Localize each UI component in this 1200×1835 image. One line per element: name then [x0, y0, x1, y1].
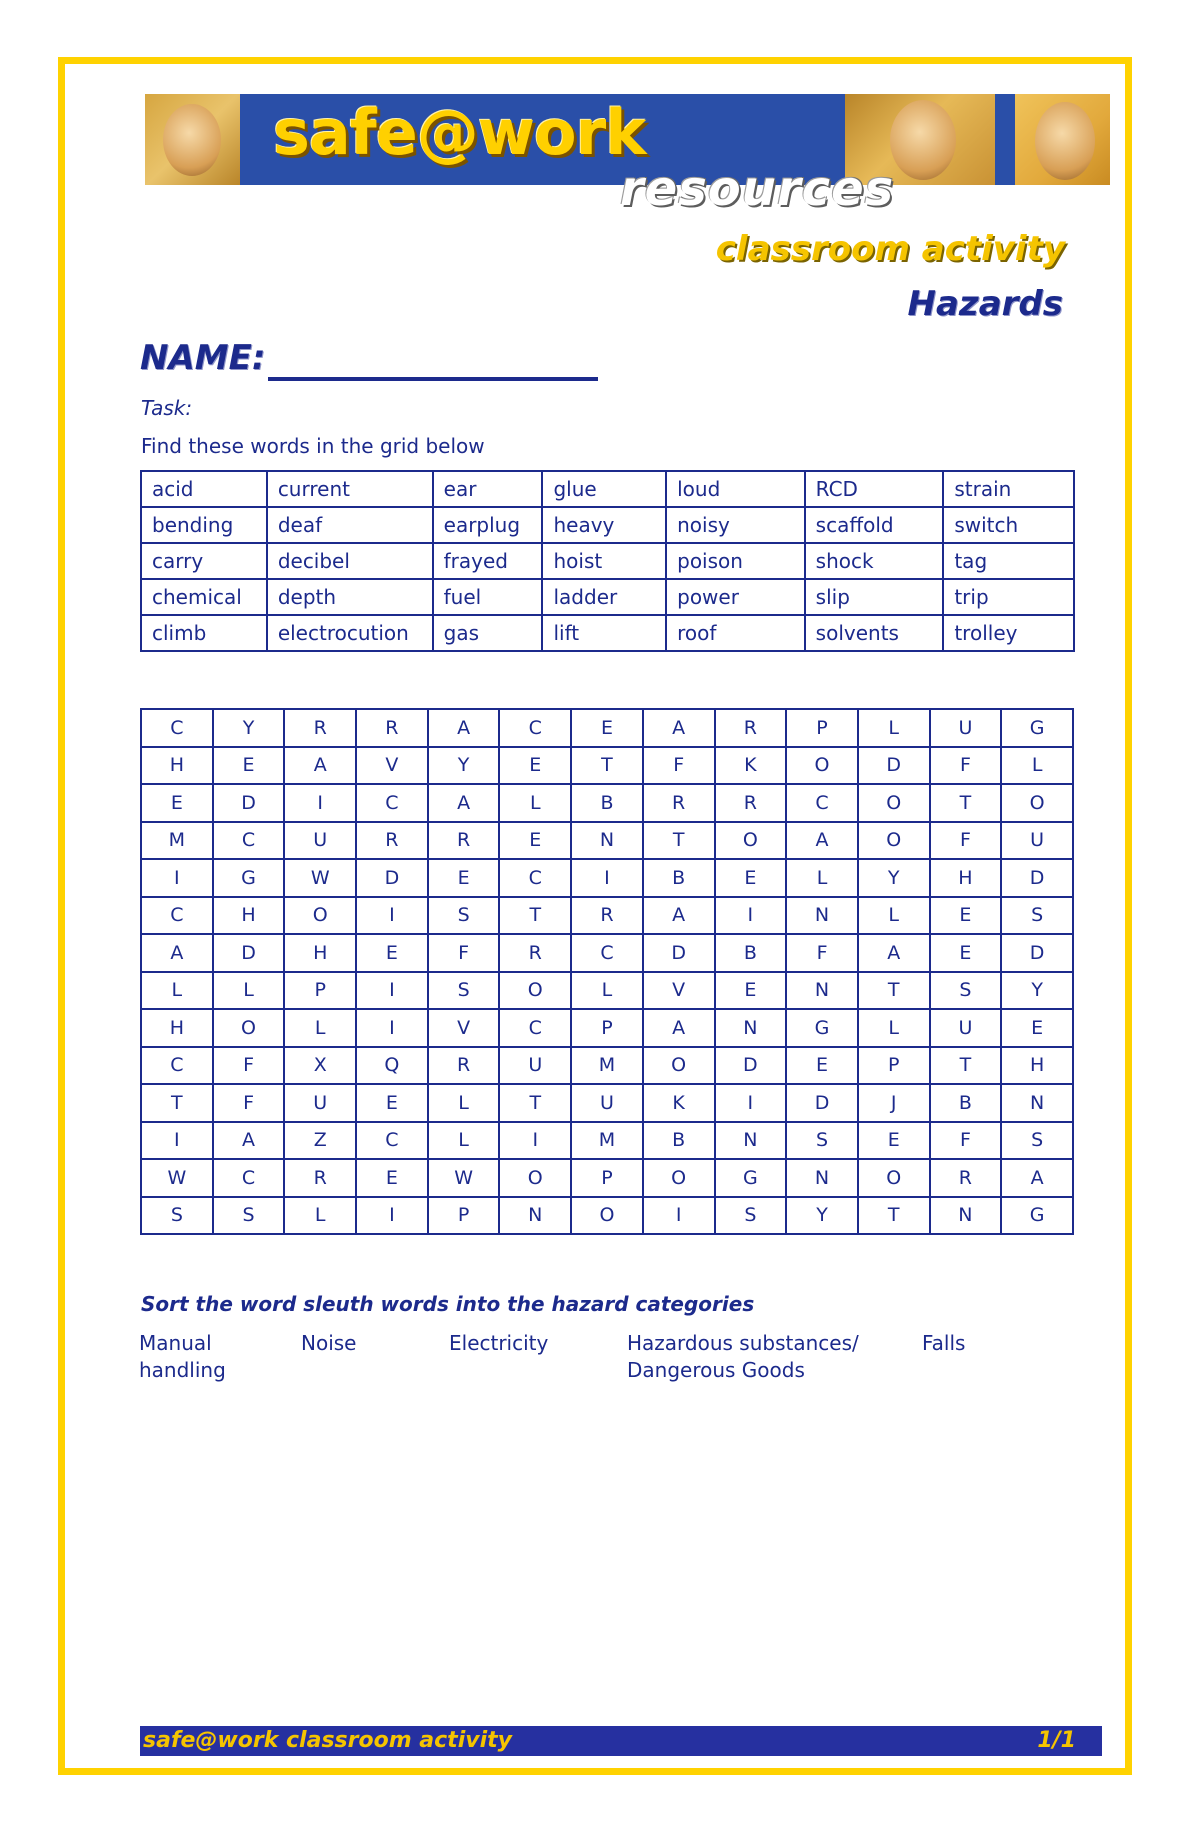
word-list-item: frayed: [433, 543, 543, 579]
grid-cell[interactable]: H: [213, 897, 285, 935]
grid-cell[interactable]: W: [141, 1159, 213, 1197]
grid-cell[interactable]: C: [786, 784, 858, 822]
word-list-row: [141, 615, 1074, 651]
grid-cell[interactable]: N: [571, 822, 643, 860]
grid-cell[interactable]: H: [284, 934, 356, 972]
grid-cell[interactable]: R: [643, 784, 715, 822]
word-list-item: decibel: [267, 543, 433, 579]
grid-cell[interactable]: C: [356, 1122, 428, 1160]
grid-cell[interactable]: M: [571, 1047, 643, 1085]
grid-cell[interactable]: D: [213, 784, 285, 822]
grid-cell[interactable]: L: [858, 1009, 930, 1047]
grid-cell[interactable]: T: [571, 747, 643, 785]
grid-cell[interactable]: C: [571, 934, 643, 972]
grid-cell[interactable]: S: [141, 1197, 213, 1235]
word-list-item: bending: [141, 507, 267, 543]
grid-row: [141, 934, 1073, 972]
grid-cell[interactable]: D: [643, 934, 715, 972]
name-label: NAME:: [140, 338, 266, 378]
word-list-item: slip: [805, 579, 944, 615]
grid-cell[interactable]: N: [715, 1122, 787, 1160]
word-list-item: roof: [666, 615, 805, 651]
grid-cell[interactable]: R: [715, 709, 787, 747]
grid-cell[interactable]: S: [428, 897, 500, 935]
grid-cell[interactable]: I: [356, 1009, 428, 1047]
grid-cell[interactable]: Q: [356, 1047, 428, 1085]
grid-cell[interactable]: R: [284, 1159, 356, 1197]
grid-cell[interactable]: U: [499, 1047, 571, 1085]
grid-cell[interactable]: A: [858, 934, 930, 972]
grid-cell[interactable]: Y: [428, 747, 500, 785]
grid-cell[interactable]: T: [930, 1047, 1002, 1085]
grid-cell[interactable]: L: [571, 972, 643, 1010]
grid-cell[interactable]: E: [356, 1084, 428, 1122]
grid-cell[interactable]: L: [428, 1084, 500, 1122]
grid-cell[interactable]: F: [786, 934, 858, 972]
grid-cell[interactable]: J: [858, 1084, 930, 1122]
grid-cell[interactable]: E: [213, 747, 285, 785]
brand-subtitle: resources: [620, 161, 895, 217]
grid-cell[interactable]: V: [428, 1009, 500, 1047]
grid-cell[interactable]: U: [284, 822, 356, 860]
word-list-row: [141, 471, 1074, 507]
grid-cell[interactable]: N: [1001, 1084, 1073, 1122]
grid-row: [141, 784, 1073, 822]
grid-cell[interactable]: L: [1001, 747, 1073, 785]
word-list-item: tag: [943, 543, 1074, 579]
grid-cell[interactable]: H: [141, 747, 213, 785]
grid-cell[interactable]: E: [356, 1159, 428, 1197]
grid-cell[interactable]: T: [141, 1084, 213, 1122]
grid-row: [141, 822, 1073, 860]
student-photo-1: [163, 104, 221, 176]
grid-cell[interactable]: C: [356, 784, 428, 822]
grid-cell[interactable]: C: [499, 1009, 571, 1047]
grid-cell[interactable]: I: [499, 1122, 571, 1160]
grid-row: [141, 1009, 1073, 1047]
word-list-item: earplug: [433, 507, 543, 543]
word-list-item: electrocution: [267, 615, 433, 651]
grid-cell[interactable]: R: [571, 897, 643, 935]
grid-cell[interactable]: D: [1001, 934, 1073, 972]
grid-cell[interactable]: C: [141, 709, 213, 747]
grid-cell[interactable]: I: [141, 859, 213, 897]
grid-cell[interactable]: S: [715, 1197, 787, 1235]
grid-cell[interactable]: T: [930, 784, 1002, 822]
grid-cell[interactable]: E: [428, 859, 500, 897]
grid-cell[interactable]: E: [499, 822, 571, 860]
grid-cell[interactable]: L: [428, 1122, 500, 1160]
task-instruction: Find these words in the grid below: [141, 434, 485, 458]
grid-cell[interactable]: F: [930, 747, 1002, 785]
grid-cell[interactable]: F: [643, 747, 715, 785]
grid-cell[interactable]: C: [213, 1159, 285, 1197]
grid-cell[interactable]: I: [284, 784, 356, 822]
grid-cell[interactable]: N: [499, 1197, 571, 1235]
grid-cell[interactable]: D: [715, 1047, 787, 1085]
grid-cell[interactable]: P: [571, 1009, 643, 1047]
grid-cell[interactable]: E: [571, 709, 643, 747]
grid-cell[interactable]: O: [1001, 784, 1073, 822]
grid-cell[interactable]: Y: [786, 1197, 858, 1235]
word-list-row: [141, 507, 1074, 543]
grid-cell[interactable]: T: [499, 1084, 571, 1122]
name-field[interactable]: [268, 377, 598, 381]
grid-cell[interactable]: L: [213, 972, 285, 1010]
grid-cell[interactable]: I: [141, 1122, 213, 1160]
grid-cell[interactable]: Y: [1001, 972, 1073, 1010]
grid-cell[interactable]: P: [858, 1047, 930, 1085]
grid-cell[interactable]: A: [786, 822, 858, 860]
grid-cell[interactable]: R: [715, 784, 787, 822]
grid-cell[interactable]: K: [715, 747, 787, 785]
grid-cell[interactable]: U: [930, 1009, 1002, 1047]
category-electricity: Electricity: [449, 1331, 549, 1355]
grid-cell[interactable]: I: [715, 1084, 787, 1122]
grid-cell[interactable]: R: [499, 934, 571, 972]
grid-cell[interactable]: V: [356, 747, 428, 785]
grid-cell[interactable]: U: [284, 1084, 356, 1122]
grid-cell[interactable]: C: [141, 897, 213, 935]
word-list-item: poison: [666, 543, 805, 579]
word-list-item: hoist: [542, 543, 666, 579]
word-list-item: solvents: [805, 615, 944, 651]
sort-instruction: Sort the word sleuth words into the hazard categories: [141, 1292, 755, 1316]
grid-row: [141, 1122, 1073, 1160]
grid-cell[interactable]: E: [1001, 1009, 1073, 1047]
grid-cell[interactable]: S: [1001, 1122, 1073, 1160]
grid-cell[interactable]: F: [930, 1122, 1002, 1160]
grid-cell[interactable]: E: [930, 897, 1002, 935]
grid-cell[interactable]: Y: [858, 859, 930, 897]
grid-cell[interactable]: R: [356, 709, 428, 747]
grid-cell[interactable]: P: [428, 1197, 500, 1235]
word-list-item: fuel: [433, 579, 543, 615]
grid-cell[interactable]: O: [571, 1197, 643, 1235]
footer-bar: [140, 1726, 1102, 1756]
brand-logo: safe@work: [273, 96, 646, 169]
grid-cell[interactable]: M: [571, 1122, 643, 1160]
grid-cell[interactable]: S: [786, 1122, 858, 1160]
grid-cell[interactable]: W: [428, 1159, 500, 1197]
word-list-item: scaffold: [805, 507, 944, 543]
word-list-item: RCD: [805, 471, 944, 507]
grid-cell[interactable]: F: [428, 934, 500, 972]
grid-cell[interactable]: C: [499, 709, 571, 747]
page-title: Hazards: [907, 284, 1063, 324]
grid-row: [141, 897, 1073, 935]
grid-cell[interactable]: T: [499, 897, 571, 935]
grid-cell[interactable]: N: [715, 1009, 787, 1047]
grid-cell[interactable]: N: [930, 1197, 1002, 1235]
word-list-item: noisy: [666, 507, 805, 543]
grid-cell[interactable]: W: [284, 859, 356, 897]
grid-cell[interactable]: Z: [284, 1122, 356, 1160]
grid-cell[interactable]: E: [858, 1122, 930, 1160]
grid-cell[interactable]: A: [141, 934, 213, 972]
grid-cell[interactable]: A: [284, 747, 356, 785]
word-list-item: ear: [433, 471, 543, 507]
grid-cell[interactable]: A: [213, 1122, 285, 1160]
grid-cell[interactable]: O: [499, 972, 571, 1010]
word-list-item: ladder: [542, 579, 666, 615]
footer-title: safe@work classroom activity: [143, 1728, 512, 1753]
grid-cell[interactable]: C: [141, 1047, 213, 1085]
grid-cell[interactable]: L: [141, 972, 213, 1010]
grid-cell[interactable]: D: [213, 934, 285, 972]
grid-cell[interactable]: L: [284, 1197, 356, 1235]
grid-cell[interactable]: G: [715, 1159, 787, 1197]
grid-cell[interactable]: C: [213, 822, 285, 860]
grid-row: [141, 747, 1073, 785]
grid-cell[interactable]: G: [1001, 1197, 1073, 1235]
grid-cell[interactable]: F: [213, 1047, 285, 1085]
grid-cell[interactable]: N: [786, 972, 858, 1010]
grid-cell[interactable]: P: [284, 972, 356, 1010]
word-list-item: strain: [943, 471, 1074, 507]
grid-cell[interactable]: O: [715, 822, 787, 860]
grid-cell[interactable]: N: [786, 1159, 858, 1197]
word-list-item: trip: [943, 579, 1074, 615]
word-list-item: loud: [666, 471, 805, 507]
word-search-grid: [140, 708, 1074, 1235]
grid-cell[interactable]: L: [499, 784, 571, 822]
word-list-table: [140, 470, 1075, 652]
grid-cell[interactable]: F: [213, 1084, 285, 1122]
word-list-item: trolley: [943, 615, 1074, 651]
word-list-row: [141, 543, 1074, 579]
grid-cell[interactable]: G: [1001, 709, 1073, 747]
grid-cell[interactable]: B: [643, 1122, 715, 1160]
grid-cell[interactable]: I: [356, 1197, 428, 1235]
student-photo-2: [890, 100, 956, 180]
grid-cell[interactable]: L: [284, 1009, 356, 1047]
grid-cell[interactable]: O: [858, 1159, 930, 1197]
word-list-item: carry: [141, 543, 267, 579]
grid-cell[interactable]: H: [1001, 1047, 1073, 1085]
grid-cell[interactable]: N: [786, 897, 858, 935]
grid-cell[interactable]: L: [786, 859, 858, 897]
grid-cell[interactable]: E: [141, 784, 213, 822]
category-manual-handling: Manual handling: [139, 1331, 226, 1382]
word-list-item: switch: [943, 507, 1074, 543]
grid-cell[interactable]: O: [284, 897, 356, 935]
grid-cell[interactable]: R: [284, 709, 356, 747]
grid-cell[interactable]: B: [571, 784, 643, 822]
grid-cell[interactable]: O: [786, 747, 858, 785]
grid-cell[interactable]: E: [786, 1047, 858, 1085]
grid-cell[interactable]: G: [786, 1009, 858, 1047]
grid-cell[interactable]: I: [571, 859, 643, 897]
grid-row: [141, 709, 1073, 747]
grid-cell[interactable]: D: [1001, 859, 1073, 897]
grid-row: [141, 1084, 1073, 1122]
grid-cell[interactable]: R: [428, 1047, 500, 1085]
grid-cell[interactable]: X: [284, 1047, 356, 1085]
grid-cell[interactable]: A: [643, 897, 715, 935]
grid-row: [141, 972, 1073, 1010]
grid-cell[interactable]: A: [428, 709, 500, 747]
grid-cell[interactable]: S: [428, 972, 500, 1010]
grid-cell[interactable]: E: [715, 972, 787, 1010]
activity-heading: classroom activity: [715, 229, 1065, 269]
grid-cell[interactable]: L: [858, 709, 930, 747]
grid-cell[interactable]: A: [428, 784, 500, 822]
category-noise: Noise: [301, 1331, 357, 1355]
grid-cell[interactable]: I: [715, 897, 787, 935]
grid-cell[interactable]: E: [499, 747, 571, 785]
grid-cell[interactable]: O: [858, 784, 930, 822]
grid-cell[interactable]: O: [643, 1047, 715, 1085]
grid-cell[interactable]: M: [141, 822, 213, 860]
grid-cell[interactable]: S: [1001, 897, 1073, 935]
grid-cell[interactable]: T: [858, 972, 930, 1010]
grid-cell[interactable]: U: [571, 1084, 643, 1122]
page-number: 1/1: [1037, 1728, 1076, 1753]
grid-cell[interactable]: U: [1001, 822, 1073, 860]
grid-cell[interactable]: G: [213, 859, 285, 897]
grid-cell[interactable]: O: [858, 822, 930, 860]
grid-row: [141, 1197, 1073, 1235]
word-list-item: chemical: [141, 579, 267, 615]
grid-cell[interactable]: O: [499, 1159, 571, 1197]
word-list-item: climb: [141, 615, 267, 651]
word-list-item: power: [666, 579, 805, 615]
grid-cell[interactable]: T: [643, 822, 715, 860]
grid-cell[interactable]: I: [356, 897, 428, 935]
task-label: Task:: [141, 396, 193, 420]
grid-row: [141, 1159, 1073, 1197]
grid-row: [141, 1047, 1073, 1085]
grid-cell[interactable]: K: [643, 1084, 715, 1122]
grid-row: [141, 859, 1073, 897]
grid-cell[interactable]: A: [643, 709, 715, 747]
grid-cell[interactable]: O: [213, 1009, 285, 1047]
grid-cell[interactable]: D: [858, 747, 930, 785]
category-falls: Falls: [922, 1331, 966, 1355]
word-list-item: depth: [267, 579, 433, 615]
grid-cell[interactable]: A: [1001, 1159, 1073, 1197]
word-list-item: current: [267, 471, 433, 507]
grid-cell[interactable]: E: [715, 859, 787, 897]
student-photo-3: [1035, 102, 1095, 180]
grid-cell[interactable]: B: [643, 859, 715, 897]
grid-cell[interactable]: D: [356, 859, 428, 897]
grid-cell[interactable]: T: [858, 1197, 930, 1235]
grid-cell[interactable]: Y: [213, 709, 285, 747]
grid-cell[interactable]: D: [786, 1084, 858, 1122]
grid-cell[interactable]: E: [930, 934, 1002, 972]
grid-cell[interactable]: S: [213, 1197, 285, 1235]
grid-cell[interactable]: P: [571, 1159, 643, 1197]
word-list-item: acid: [141, 471, 267, 507]
grid-cell[interactable]: R: [356, 822, 428, 860]
grid-cell[interactable]: U: [930, 709, 1002, 747]
grid-cell[interactable]: L: [858, 897, 930, 935]
word-list-item: glue: [542, 471, 666, 507]
grid-cell[interactable]: S: [930, 972, 1002, 1010]
grid-cell[interactable]: H: [930, 859, 1002, 897]
grid-cell[interactable]: A: [643, 1009, 715, 1047]
grid-cell[interactable]: E: [356, 934, 428, 972]
grid-cell[interactable]: O: [643, 1159, 715, 1197]
grid-cell[interactable]: P: [786, 709, 858, 747]
word-list-item: deaf: [267, 507, 433, 543]
grid-cell[interactable]: R: [428, 822, 500, 860]
word-list-item: shock: [805, 543, 944, 579]
category-hazardous-substances: Hazardous substances/ Dangerous Goods: [627, 1331, 859, 1382]
word-list-item: gas: [433, 615, 543, 651]
grid-cell[interactable]: C: [499, 859, 571, 897]
word-list-row: [141, 579, 1074, 615]
word-list-item: lift: [542, 615, 666, 651]
grid-cell[interactable]: I: [356, 972, 428, 1010]
grid-cell[interactable]: R: [930, 1159, 1002, 1197]
grid-cell[interactable]: F: [930, 822, 1002, 860]
grid-cell[interactable]: B: [930, 1084, 1002, 1122]
grid-cell[interactable]: I: [643, 1197, 715, 1235]
grid-cell[interactable]: H: [141, 1009, 213, 1047]
grid-cell[interactable]: B: [715, 934, 787, 972]
word-list-item: heavy: [542, 507, 666, 543]
grid-cell[interactable]: V: [643, 972, 715, 1010]
